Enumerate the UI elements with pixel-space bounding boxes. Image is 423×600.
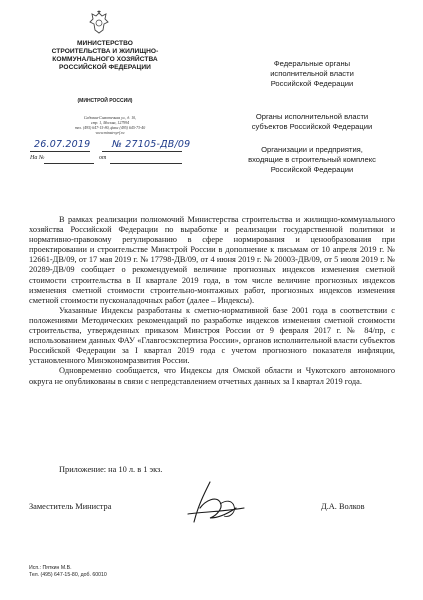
addressee-line: входящие в строительный комплекс [248,155,376,165]
reference-number-underline [44,163,94,164]
body-paragraph: Указанные Индексы разработаны к сметно-нормативной базе 2001 года в соответствии с положениями Методических рекомендаций по разработке индексов изменения сметной стоимости строительства, утвержденных приказом Минстроя России от 9 февраля 2017 г. № 84/пр, с использованием данных ФАУ «Главгосэкспертиза России», органов исполнительной власти субъектов Российской Федерации за I квартал 2019 года с учетом прогнозного показателя инфляции, установленного Минэкономразвития России. [29,305,395,366]
ministry-line: МИНИСТЕРСТВО [77,40,133,47]
ministry-name [30,40,180,72]
reference-number-label: На № [30,155,45,161]
coat-of-arms-icon [88,10,110,36]
address-line: тел. (495) 647-15-80, факс (495) 645-73-40 [74,125,146,130]
addressee-line: Российской Федерации [270,165,354,175]
ministry-line: СТРОИТЕЛЬСТВА И ЖИЛИЩНО- [51,48,159,56]
attachment-note: Приложение: на 10 л. в 1 экз. [59,465,163,474]
ministry-line: КОММУНАЛЬНОГО ХОЗЯЙСТВА [52,56,158,64]
ministry-short-name: (МИНСТРОЙ РОССИИ) [77,98,133,104]
reference-date-underline [110,163,182,164]
addressee-line: Федеральные органы [273,59,351,68]
number-underline [102,151,182,152]
addressee-block [232,112,392,132]
addressee-line: Организации и предприятия, [261,145,363,154]
executor-info [29,565,107,579]
addressee-line: Органы исполнительной власти [255,112,369,121]
addressee-line: Российской Федерации [270,79,354,89]
addressee-block [232,145,392,176]
executor-phone: Тел. (495) 647-15-80, доб. 60010 [29,572,107,579]
addressee-line: исполнительной власти [270,69,354,79]
address-line: стр. 1, Москва, 127994 [90,120,130,125]
date-underline [30,151,90,152]
ministry-line: РОССИЙСКОЙ ФЕДЕРАЦИИ [59,64,151,72]
reference-date-label: от [99,155,107,161]
registration-date: 26.07.2019 [34,139,91,150]
ministry-address [70,116,150,136]
signatory-title: Заместитель Министра [29,502,112,511]
letter-body [29,215,395,387]
handwritten-signature [180,478,250,528]
address-line: Садовая-Самотечная ул., д. 10, [83,116,137,120]
executor-name: Исп.: Пяткин М.В. [29,565,72,571]
addressee-block [232,59,392,90]
addressee-line: субъектов Российской Федерации [251,122,373,132]
registration-number: № 27105-ДВ/09 [112,139,191,150]
signatory-name: Д.А. Волков [321,502,365,511]
body-paragraph: Одновременно сообщается, что Индексы для Омской области и Чукотского автономного округа не опубликованы в связи с непредставлением отчетных данных за I квартал 2019 года. [29,366,395,386]
body-paragraph: В рамках реализации полномочий Министерства строительства и жилищно-коммунального хозяйства Российской Федерации по выработке и реализации государственной политики и нормативно-правовому регулированию в сфере нормирования и ценообразования при проектировании и строительстве Минстрой России в дополнение к письмам от 10 апреля 2019 г. № 12661-ДВ/09, от 17 мая 2019 г. № 17798-ДВ/09, от 4 июня 2019 г. № 20003-ДВ/09, от 5 июля 2019 г. № 20289-ДВ/09 сообщает о рекомендуемой величине прогнозных индексов изменения сметной стоимости строительства в II квартале 2019 года, в том числе величине прогнозных индексов изменения сметной стоимости строительно-монтажных работ, прогнозных индексов изменения сметной стоимости пусконаладочных работ (далее – Индексы). [29,215,395,305]
address-line: www.minstroyrf.ru [95,130,125,135]
